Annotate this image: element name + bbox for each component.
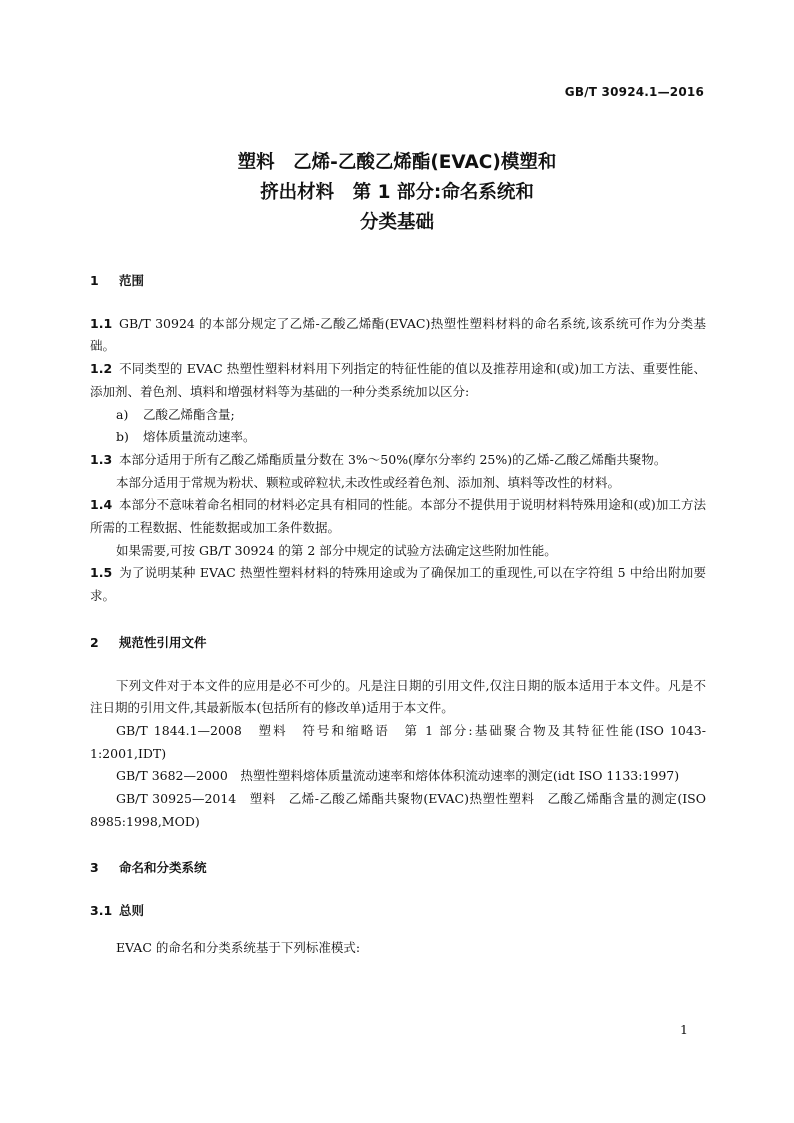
title-line-3: 分类基础 — [359, 212, 434, 233]
clause-1-4 — [90, 494, 706, 539]
subsection-3-1-heading — [90, 900, 706, 923]
normative-reference: GB/T 1844.1—2008 塑料 符号和缩略语 第 1 部分:基础聚合物及其特征性能(ISO 1043-1:2001,IDT) — [90, 722, 706, 761]
title-line-2: 挤出材料 第 1 部分:命名系统和 — [260, 182, 534, 203]
clause-1-4-paragraph: 如果需要,可按 GB/T 30924 的第 2 部分中规定的试验方法确定这些附加性能。 — [116, 542, 557, 558]
clause-text: GB/T 30924 的本部分规定了乙烯-乙酸乙烯酯(EVAC)热塑性塑料材料的命名系统,该系统可作为分类基础。 — [90, 315, 706, 354]
section-3-heading — [90, 857, 706, 880]
clause-1-2 — [90, 358, 706, 403]
list-marker: a) — [116, 406, 129, 422]
clause-number: 1.3 — [90, 451, 113, 467]
title-line-1: 塑料 乙烯-乙酸乙烯酯(EVAC)模塑和 — [237, 152, 557, 173]
clause-number: 1.5 — [90, 565, 113, 581]
clause-1-5 — [90, 562, 706, 607]
standard-code: GB/T 30924.1—2016 — [564, 85, 704, 99]
section-2-intro: 下列文件对于本文件的应用是必不可少的。凡是注日期的引用文件,仅注日期的版本适用于本文件。凡是不注日期的引用文件,其最新版本(包括所有的修改单)适用于本文件。 — [90, 677, 706, 716]
subsection-number: 3.1 — [90, 903, 113, 919]
section-number: 1 — [90, 273, 99, 288]
clause-1-1 — [90, 313, 706, 358]
subsection-title: 总则 — [119, 903, 145, 919]
clause-number: 1.4 — [90, 497, 113, 513]
page-number: 1 — [680, 1022, 688, 1037]
list-marker: b) — [116, 429, 129, 445]
section-2-heading — [90, 632, 706, 655]
section-number: 3 — [90, 860, 99, 876]
document-body — [90, 270, 706, 960]
clause-text: 本部分不意味着命名相同的材料必定具有相同的性能。本部分不提供用于说明材料特殊用途和(或)加工方法所需的工程数据、性能数据或加工条件数据。 — [90, 497, 706, 536]
document-title — [0, 148, 794, 238]
section-title: 规范性引用文件 — [119, 634, 207, 650]
list-item-text: 乙酸乙烯酯含量; — [143, 406, 235, 422]
list-item — [90, 404, 706, 427]
section-number: 2 — [90, 634, 99, 650]
section-title: 范围 — [119, 273, 145, 288]
list-item-text: 熔体质量流动速率。 — [143, 429, 256, 445]
clause-number: 1.2 — [90, 361, 113, 377]
clause-1-3 — [90, 449, 706, 472]
clause-1-3-paragraph: 本部分适用于常规为粉状、颗粒或碎粒状,未改性或经着色剂、添加剂、填料等改性的材料。 — [116, 474, 620, 490]
subsection-3-1-text: EVAC 的命名和分类系统基于下列标准模式: — [116, 939, 361, 955]
clause-number: 1.1 — [90, 315, 113, 331]
clause-text: 本部分适用于所有乙酸乙烯酯质量分数在 3%～50%(摩尔分率约 25%)的乙烯-乙酸乙烯酯共聚物。 — [119, 451, 667, 467]
list-item — [90, 426, 706, 449]
clause-text: 不同类型的 EVAC 热塑性塑料材料用下列指定的特征性能的值以及推荐用途和(或)加工方法、重要性能、添加剂、着色剂、填料和增强材料等为基础的一种分类系统加以区分: — [90, 361, 706, 399]
normative-reference: GB/T 3682—2000 热塑性塑料熔体质量流动速率和熔体体积流动速率的测定(idt ISO 1133:1997) — [116, 768, 680, 784]
section-1-heading — [90, 270, 706, 293]
section-title: 命名和分类系统 — [119, 860, 207, 876]
clause-text: 为了说明某种 EVAC 热塑性塑料材料的特殊用途或为了确保加工的重现性,可以在字符组 5 中给出附加要求。 — [90, 565, 706, 604]
normative-reference: GB/T 30925—2014 塑料 乙烯-乙酸乙烯酯共聚物(EVAC)热塑性塑料 乙酸乙烯酯含量的测定(ISO 8985:1998,MOD) — [90, 791, 706, 829]
